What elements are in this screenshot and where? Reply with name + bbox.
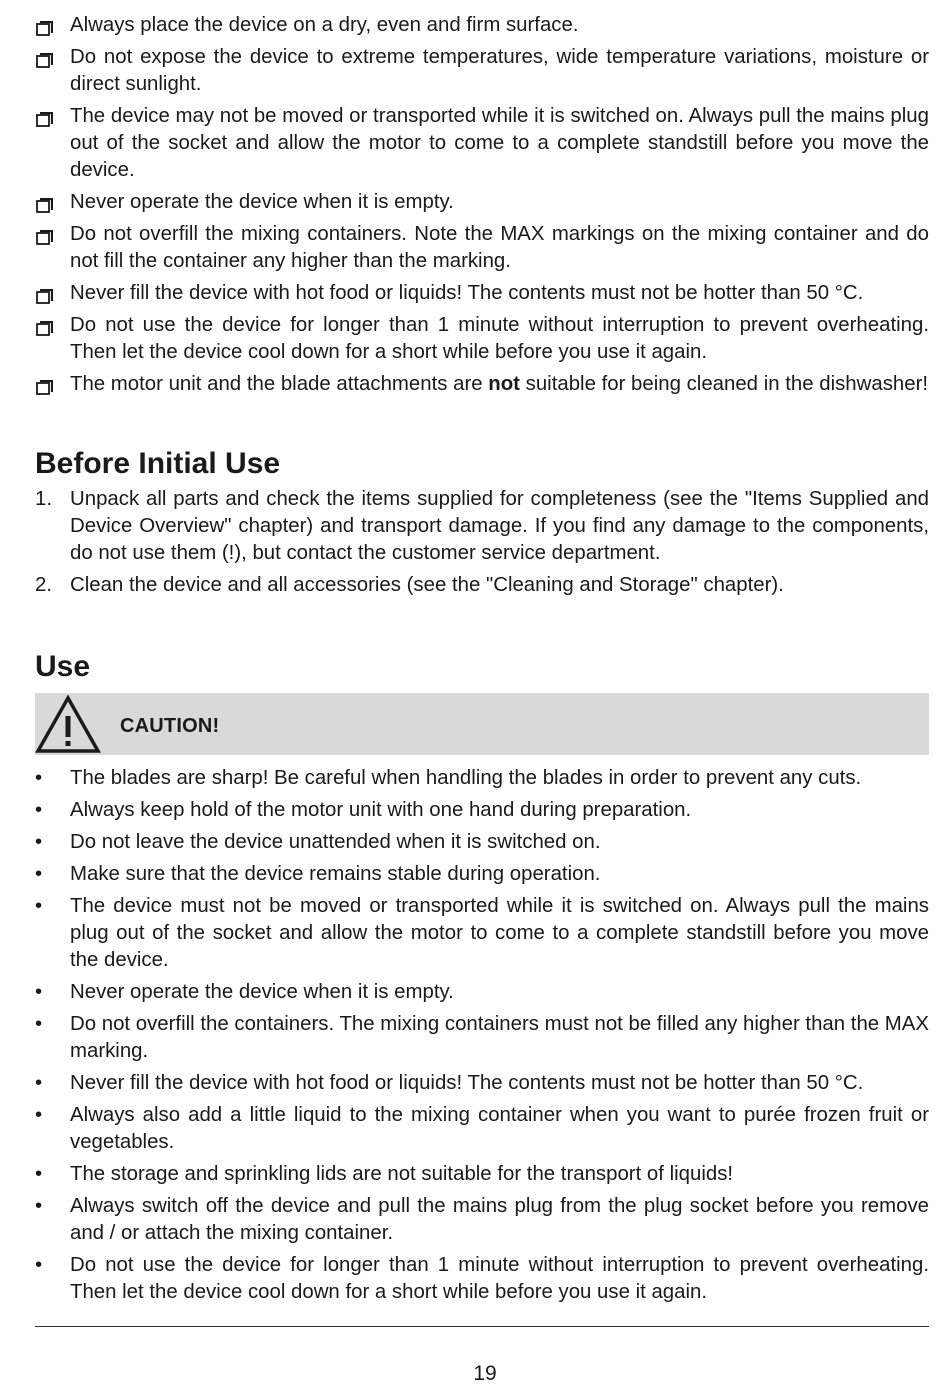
list-item [35,221,929,275]
list-item-text-post: suitable for being cleaned in the dishwasher! [519,373,929,395]
list-item [35,829,929,856]
caution-label: CAUTION! [120,715,220,737]
list-item-text: Do not use the device for longer than 1 minute without interruption to prevent overheating. Then let the device cool down for a short while before you use it again. [70,314,929,363]
list-item [35,893,929,974]
bullet-icon: • [35,1254,43,1276]
use-section [35,649,929,1306]
bullet-icon: • [35,831,43,853]
checkbox-bullet-icon [35,189,57,216]
list-item-text: Never fill the device with hot food or liquids! The contents must not be hotter than 50 °C. [70,282,864,304]
list-item-text: Do not expose the device to extreme temperatures, wide temperature variations, moisture or direct sunlight. [70,46,929,95]
list-item [35,371,929,398]
list-item-text: The blades are sharp! Be careful when handling the blades in order to prevent any cuts. [70,767,862,789]
list-item [35,979,929,1006]
list-item [35,103,929,184]
checkbox-bullet-icon [35,221,57,248]
bullet-icon: • [35,799,43,821]
checkbox-bullet-icon [35,12,57,39]
list-item [35,189,929,216]
use-list [35,765,929,1306]
list-item-text: The storage and sprinkling lids are not suitable for the transport of liquids! [70,1163,734,1185]
list-item [35,861,929,888]
before-initial-use-section [35,446,929,599]
list-item [35,1102,929,1156]
initial-use-steps [35,486,929,599]
page-number: 19 [473,1362,497,1385]
list-item [35,1070,929,1097]
checkbox-bullet-icon [35,280,57,307]
bullet-icon: • [35,863,43,885]
list-item-text: Always switch off the device and pull the mains plug from the plug socket before you remove and / or attach the mixing container. [70,1195,929,1244]
bullet-icon: • [35,1013,43,1035]
step-text: Unpack all parts and check the items supplied for completeness (see the "Items Supplied and Device Overview" chapter) and transport damage. If you find any damage to the components, do not use them (!), but contact the customer service department. [70,488,929,564]
list-item [35,44,929,98]
list-item-text: Do not use the device for longer than 1 minute without interruption to prevent overheating. Then let the device cool down for a short while before you use it again. [70,1254,929,1303]
safety-list [35,12,929,398]
list-item-text: Never operate the device when it is empty. [70,981,454,1003]
checkbox-bullet-icon [35,103,57,130]
caution-banner [35,693,929,755]
step-text: Clean the device and all accessories (see the "Cleaning and Storage" chapter). [70,574,784,596]
list-item [35,797,929,824]
list-item [35,1161,929,1188]
checkbox-bullet-icon [35,371,57,398]
list-item-text: Always also add a little liquid to the mixing container when you want to purée frozen fruit or vegetables. [70,1104,929,1153]
bullet-icon: • [35,1163,43,1185]
list-item [35,1011,929,1065]
section-heading-use: Use [35,650,91,683]
bullet-icon: • [35,1195,43,1217]
list-item-text: Always keep hold of the motor unit with one hand during preparation. [70,799,692,821]
list-item [35,312,929,366]
bullet-icon: • [35,1104,43,1126]
manual-page [35,12,929,1311]
bullet-icon: • [35,981,43,1003]
list-item-text-pre: The motor unit and the blade attachments are [70,373,489,395]
list-item-text: Always place the device on a dry, even and firm surface. [70,14,579,36]
step-item [35,572,929,599]
footer-divider [35,1326,929,1327]
step-number: 1. [35,488,53,510]
section-heading-before-initial-use: Before Initial Use [35,447,281,480]
step-number: 2. [35,574,53,596]
list-item-text: Do not overfill the containers. The mixing containers must not be filled any higher than the MAX marking. [70,1013,929,1062]
list-item-emphasis: not [488,373,520,395]
checkbox-bullet-icon [35,44,57,71]
list-item [35,765,929,792]
bullet-icon: • [35,895,43,917]
list-item [35,280,929,307]
list-item-text: Do not overfill the mixing containers. Note the MAX markings on the mixing container and do not fill the container any higher than the marking. [70,223,929,272]
list-item-text: Make sure that the device remains stable during operation. [70,863,601,885]
checkbox-bullet-icon [35,312,57,339]
bullet-icon: • [35,1072,43,1094]
list-item [35,1252,929,1306]
list-item [35,1193,929,1247]
list-item-text: Never operate the device when it is empty. [70,191,454,213]
bullet-icon: • [35,767,43,789]
step-item [35,486,929,567]
list-item [35,12,929,39]
warning-triangle-icon [35,694,101,754]
list-item-text: The device may not be moved or transported while it is switched on. Always pull the mains plug out of the socket and allow the motor to come to a complete standstill before you move the device. [70,105,929,181]
list-item-text: Do not leave the device unattended when it is switched on. [70,831,601,853]
list-item-text: Never fill the device with hot food or liquids! The contents must not be hotter than 50 °C. [70,1072,864,1094]
list-item-text: The device must not be moved or transported while it is switched on. Always pull the mains plug out of the socket and allow the motor to come to a complete standstill before you move the device. [70,895,929,971]
